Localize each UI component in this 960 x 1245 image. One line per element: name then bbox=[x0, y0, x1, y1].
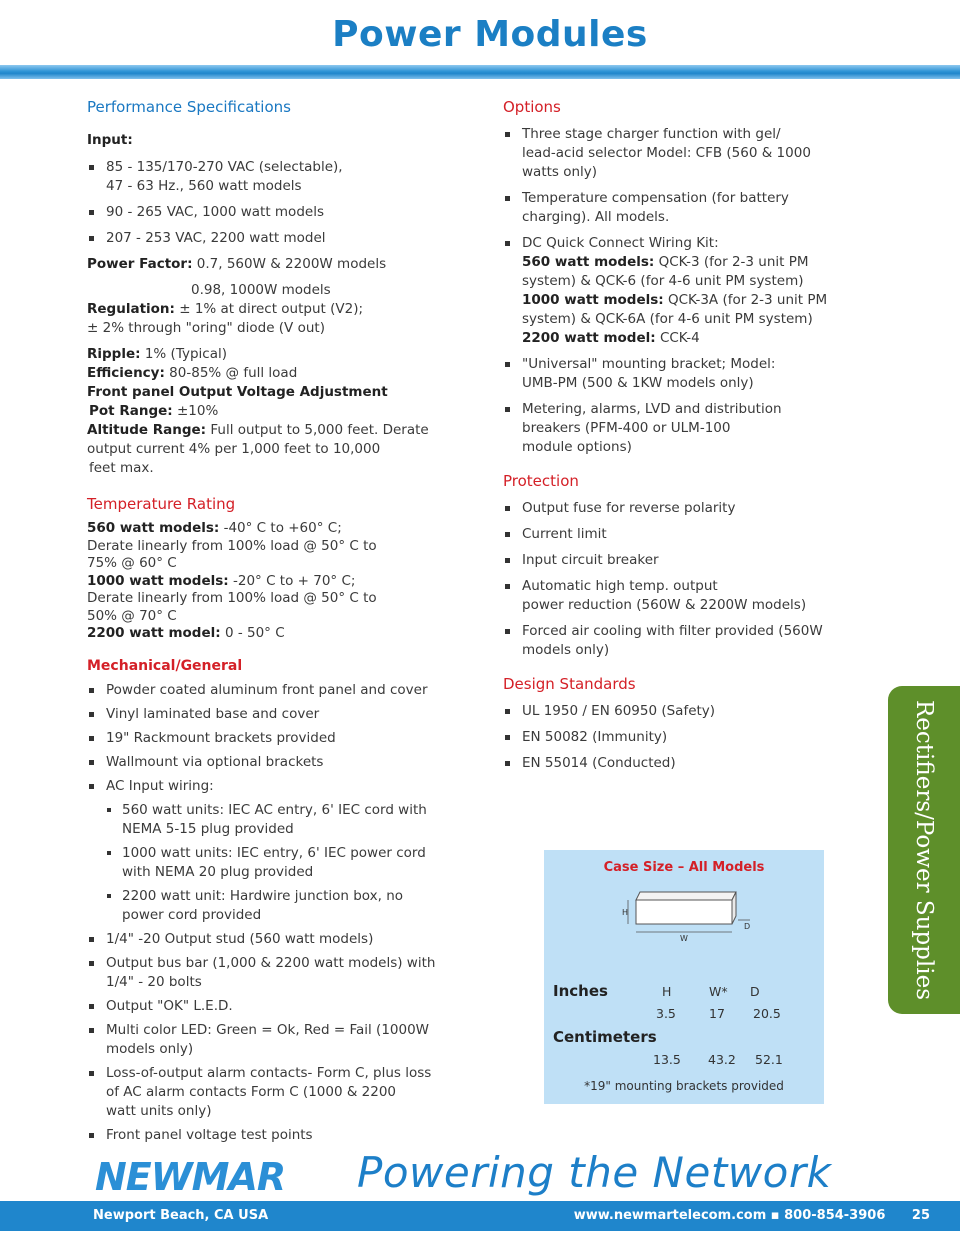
ripple-value: 1% (Typical) bbox=[140, 346, 227, 362]
list-item-text: Current limit bbox=[522, 526, 607, 542]
list-item bbox=[503, 551, 848, 570]
list-item-text: Automatic high temp. output bbox=[522, 578, 718, 594]
list-item-text: 207 - 253 VAC, 2200 watt model bbox=[106, 230, 326, 246]
inches-h: 3.5 bbox=[656, 1006, 676, 1021]
list-item bbox=[87, 1021, 462, 1059]
power-factor-value: 0.7, 560W & 2200W models bbox=[192, 256, 387, 272]
ac-input-sublist bbox=[106, 801, 462, 925]
list-item bbox=[503, 622, 848, 660]
qck-1000-value: QCK-3A (for 2-3 unit PM bbox=[663, 292, 828, 308]
power-factor bbox=[87, 255, 462, 274]
list-item bbox=[503, 754, 848, 773]
list-item-text: 47 - 63 Hz., 560 watt models bbox=[106, 178, 302, 194]
list-item-text: Output "OK" L.E.D. bbox=[106, 997, 233, 1014]
qck-560-value: QCK-3 (for 2-3 unit PM bbox=[654, 254, 809, 270]
list-item-text: Output bus bar (1,000 & 2200 watt models) with bbox=[106, 954, 436, 971]
list-item bbox=[87, 777, 462, 925]
list-item-text: models only) bbox=[106, 1040, 194, 1057]
temp-1000-derate-2: 50% @ 70° C bbox=[87, 607, 177, 624]
list-item bbox=[87, 954, 462, 992]
list-item bbox=[503, 499, 848, 518]
col-h-header: H bbox=[662, 984, 672, 999]
list-item bbox=[87, 229, 462, 248]
list-item-text: Three stage charger function with gel/ bbox=[522, 126, 781, 142]
list-item bbox=[503, 577, 848, 615]
list-item bbox=[503, 728, 848, 747]
list-item bbox=[87, 1126, 462, 1145]
inches-w: 17 bbox=[709, 1006, 725, 1021]
list-item-text: breakers (PFM-400 or ULM-100 bbox=[522, 420, 731, 436]
ripple bbox=[87, 345, 462, 364]
list-item bbox=[87, 681, 462, 700]
list-item-text: power cord provided bbox=[122, 906, 262, 923]
qck-1000-label: 1000 watt models: bbox=[522, 292, 664, 308]
list-item bbox=[87, 203, 462, 222]
performance-heading: Performance Specifications bbox=[87, 98, 291, 116]
case-size-title: Case Size – All Models bbox=[603, 860, 765, 875]
list-item-text: Front panel voltage test points bbox=[106, 1126, 313, 1143]
qck-560-value-2: system) & QCK-6 (for 4-6 unit PM system) bbox=[522, 273, 804, 289]
cck-2200-value: CCK-4 bbox=[655, 330, 700, 346]
list-item-text: UL 1950 / EN 60950 (Safety) bbox=[522, 703, 716, 719]
page-number: 25 bbox=[911, 1208, 930, 1223]
case-size-note: *19" mounting brackets provided bbox=[584, 1079, 784, 1093]
list-item-text: lead-acid selector Model: CFB (560 & 1000 bbox=[522, 145, 811, 161]
list-item bbox=[87, 158, 462, 196]
list-item-text: Output fuse for reverse polarity bbox=[522, 500, 736, 516]
temp-560-derate-2: 75% @ 60° C bbox=[87, 555, 177, 571]
list-item bbox=[503, 189, 848, 227]
list-item bbox=[87, 1064, 462, 1121]
qck-1000-value-2: system) & QCK-6A (for 4-6 unit PM system) bbox=[522, 311, 813, 327]
page-title: Power Modules bbox=[332, 14, 648, 55]
temperature-heading: Temperature Rating bbox=[87, 495, 236, 513]
list-item-text: 90 - 265 VAC, 1000 watt models bbox=[106, 204, 324, 220]
list-item-text: Temperature compensation (for battery bbox=[522, 190, 789, 206]
list-item bbox=[87, 930, 462, 949]
temp-560-value: -40° C to +60° C; bbox=[219, 520, 342, 536]
list-item-text: 2200 watt unit: Hardwire junction box, no bbox=[122, 887, 404, 904]
footer-contact bbox=[574, 1208, 930, 1223]
temp-2200-label: 2200 watt model: bbox=[87, 625, 221, 641]
temp-560-derate: Derate linearly from 100% load @ 50° C to bbox=[87, 537, 377, 554]
list-item-text: Vinyl laminated base and cover bbox=[106, 705, 320, 722]
efficiency-label: Efficiency: bbox=[87, 365, 165, 381]
list-item-text: Powder coated aluminum front panel and cover bbox=[106, 681, 428, 698]
list-item-text: 1000 watt units: IEC entry, 6' IEC power cord bbox=[122, 844, 426, 861]
input-label: Input: bbox=[87, 132, 133, 148]
title-bar bbox=[0, 65, 960, 79]
footer-bar bbox=[0, 1201, 960, 1231]
list-item-text: Metering, alarms, LVD and distribution bbox=[522, 401, 782, 417]
list-item-text: Loss-of-output alarm contacts- Form C, plus loss bbox=[106, 1064, 432, 1081]
temp-2200 bbox=[87, 625, 462, 643]
power-factor-label: Power Factor: bbox=[87, 256, 193, 272]
input-list bbox=[87, 158, 462, 248]
diagram-w-label: W bbox=[680, 934, 688, 943]
list-item-text: NEMA 5-15 plug provided bbox=[122, 820, 294, 837]
sub-list-item bbox=[106, 801, 462, 839]
list-item-text: power reduction (560W & 2200W models) bbox=[522, 597, 807, 613]
left-column bbox=[87, 96, 462, 1150]
altitude bbox=[87, 421, 462, 440]
list-item-text: 1/4" -20 Output stud (560 watt models) bbox=[106, 930, 374, 947]
protection-list bbox=[503, 499, 848, 660]
cck-2200-label: 2200 watt model: bbox=[522, 330, 656, 346]
list-item-text: DC Quick Connect Wiring Kit: bbox=[522, 235, 719, 251]
cm-d: 52.1 bbox=[755, 1052, 783, 1067]
right-column bbox=[503, 96, 848, 780]
list-item-text: UMB-PM (500 & 1KW models only) bbox=[522, 375, 754, 391]
list-item-text: of AC alarm contacts Form C (1000 & 2200 bbox=[106, 1083, 397, 1100]
list-item-text: models only) bbox=[522, 642, 610, 658]
col-d-header: D bbox=[750, 984, 760, 999]
list-item-text: watts only) bbox=[522, 164, 598, 180]
temp-1000-derate: Derate linearly from 100% load @ 50° C to bbox=[87, 590, 377, 606]
list-item-text: Multi color LED: Green = Ok, Red = Fail (1000W bbox=[106, 1021, 430, 1038]
case-front-face bbox=[636, 900, 732, 924]
temp-1000 bbox=[87, 573, 462, 591]
diagram-h-label: H bbox=[622, 908, 629, 917]
diagram-d-label: D bbox=[744, 922, 751, 931]
options-list bbox=[503, 125, 848, 457]
cm-w: 43.2 bbox=[708, 1052, 736, 1067]
list-item-text: AC Input wiring: bbox=[106, 777, 214, 794]
temp-560-label: 560 watt models: bbox=[87, 520, 220, 536]
list-item-text: with NEMA 20 plug provided bbox=[122, 863, 314, 880]
efficiency bbox=[87, 364, 462, 383]
list-item bbox=[87, 729, 462, 748]
side-tab-label: Rectifiers/Power Supplies bbox=[911, 699, 937, 1001]
protection-heading: Protection bbox=[503, 472, 579, 490]
list-item-text: 560 watt units: IEC AC entry, 6' IEC cord with bbox=[122, 801, 427, 818]
list-item bbox=[503, 400, 848, 457]
inches-label: Inches bbox=[553, 982, 608, 1000]
temp-2200-value: 0 - 50° C bbox=[220, 625, 285, 641]
list-item-text: Wallmount via optional brackets bbox=[106, 753, 324, 770]
footer-location: Newport Beach, CA USA bbox=[93, 1208, 269, 1223]
efficiency-value: 80-85% @ full load bbox=[164, 365, 298, 381]
altitude-value: Full output to 5,000 feet. Derate bbox=[206, 422, 429, 438]
options-heading: Options bbox=[503, 98, 561, 116]
regulation-value: ± 1% at direct output (V2); bbox=[174, 301, 364, 317]
list-item-text: 85 - 135/170-270 VAC (selectable), bbox=[106, 159, 343, 175]
list-item-text: EN 50082 (Immunity) bbox=[522, 729, 668, 745]
centimeters-label: Centimeters bbox=[553, 1028, 657, 1046]
list-item bbox=[503, 234, 848, 348]
list-item-text: Input circuit breaker bbox=[522, 552, 659, 568]
mechanical-heading: Mechanical/General bbox=[87, 657, 243, 674]
inches-d: 20.5 bbox=[753, 1006, 781, 1021]
list-item bbox=[503, 702, 848, 721]
sub-list-item bbox=[106, 844, 462, 882]
pot-label: Pot Range: bbox=[89, 403, 173, 419]
regulation-label: Regulation: bbox=[87, 301, 175, 317]
list-item-text: EN 55014 (Conducted) bbox=[522, 755, 676, 771]
standards-list bbox=[503, 702, 848, 773]
sub-list-item bbox=[106, 887, 462, 925]
pot-range bbox=[87, 402, 462, 421]
case-diagram-icon bbox=[614, 888, 754, 946]
col-w-header: W* bbox=[709, 984, 728, 999]
temp-1000-value: -20° C to + 70° C; bbox=[228, 572, 356, 589]
regulation-value-2: ± 2% through "oring" diode (V out) bbox=[87, 320, 325, 336]
list-item bbox=[87, 997, 462, 1016]
regulation bbox=[87, 300, 462, 319]
list-item bbox=[503, 525, 848, 544]
adjust-label: Front panel Output Voltage Adjustment bbox=[87, 384, 388, 400]
footer-contact-text: www.newmartelecom.com ▪ 800-854-3906 bbox=[573, 1208, 886, 1223]
cm-h: 13.5 bbox=[653, 1052, 681, 1067]
section-side-tab bbox=[888, 686, 960, 1014]
list-item-text: Forced air cooling with filter provided (560W bbox=[522, 623, 823, 639]
list-item-text: watt units only) bbox=[106, 1102, 212, 1119]
ripple-label: Ripple: bbox=[87, 346, 141, 362]
temp-560 bbox=[87, 520, 462, 538]
list-item bbox=[87, 705, 462, 724]
case-top-face bbox=[636, 892, 736, 900]
list-item-text: "Universal" mounting bracket; Model: bbox=[522, 356, 776, 372]
standards-heading: Design Standards bbox=[503, 675, 636, 693]
altitude-value-3: feet max. bbox=[89, 460, 154, 476]
altitude-label: Altitude Range: bbox=[87, 422, 207, 438]
list-item-text: charging). All models. bbox=[522, 209, 670, 225]
case-size-box bbox=[544, 850, 824, 1104]
list-item bbox=[87, 753, 462, 772]
list-item-text: 19" Rackmount brackets provided bbox=[106, 729, 336, 746]
slogan: Powering the Network bbox=[357, 1148, 832, 1197]
list-item-text: 1/4" - 20 bolts bbox=[106, 973, 202, 990]
pot-value: ±10% bbox=[172, 403, 219, 419]
altitude-value-2: output current 4% per 1,000 feet to 10,000 bbox=[87, 441, 381, 457]
qck-560-label: 560 watt models: bbox=[522, 254, 655, 270]
list-item-text: module options) bbox=[522, 439, 632, 455]
temp-1000-label: 1000 watt models: bbox=[87, 572, 229, 589]
list-item bbox=[503, 125, 848, 182]
mechanical-list bbox=[87, 681, 462, 1145]
list-item bbox=[503, 355, 848, 393]
power-factor-value-2: 0.98, 1000W models bbox=[191, 282, 331, 298]
newmar-logo: NEWMAR bbox=[95, 1155, 286, 1199]
